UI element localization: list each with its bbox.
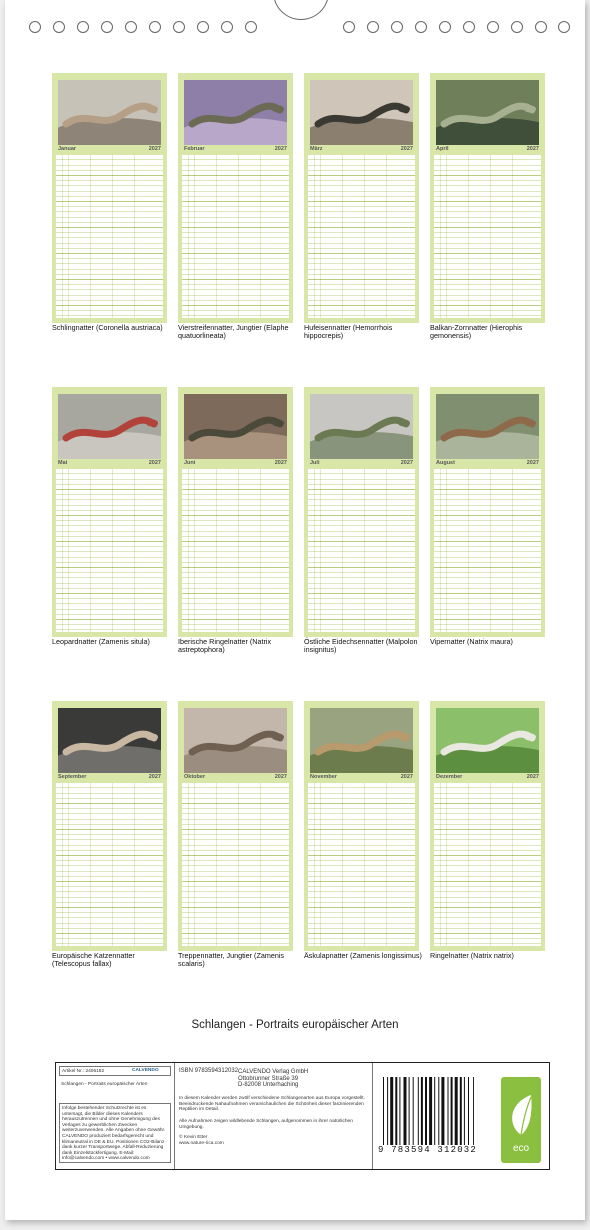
month-name: Juli [310,460,320,466]
isbn: ISBN 9783594312032 [179,1068,239,1074]
photo-caption: Balkan-Zornnatter (Hierophis gemonensis) [430,323,523,340]
day-grid [56,155,163,318]
month-3 [304,73,419,323]
month-header [56,146,163,154]
eco-label: eco [512,1143,530,1154]
month-name: Oktober [184,774,206,780]
calendar-title: Schlangen - Portraits europäischer Arten [191,1019,399,1031]
day-grid [182,469,289,632]
month-header [182,146,289,154]
binding-hole [125,21,137,33]
binding-hole [245,21,257,33]
legal-box [59,1103,171,1163]
binding-hole [101,21,113,33]
author: © Kevin Etter [179,1135,208,1140]
imprint-subtitle: Schlangen - Portraits europäischer Arten [61,1082,148,1087]
binding-hole [367,21,379,33]
calvendo-logo: CALVENDO [132,1068,159,1073]
binding-hole [487,21,499,33]
day-grid [434,469,541,632]
photo-caption: Vierstreifennatter, Jungtier (Elaphe quatuorlineata) [178,323,289,340]
photo-caption: Östliche Eidechsennatter (Malpolon insignitus) [304,637,418,654]
binding-hole [173,21,185,33]
month-name: Februar [184,146,205,152]
description-2: Alle Aufnahmen zeigen wildlebende Schlangen, aufgenommen in ihrer natürlichen Umgebung. [179,1119,353,1130]
month-1 [52,73,167,323]
month-year: 2027 [526,146,539,152]
photo-caption: Leopardnatter (Zamenis situla) [52,637,150,646]
binding-hole [558,21,570,33]
month-name: Januar [58,146,77,152]
snake-photo [310,394,413,459]
month-year: 2027 [148,460,161,466]
publisher-address: CALVENDO Verlag GmbH Ottobrunner Straße 39 D-82008 Unterhaching [238,1069,309,1088]
snake-photo [310,80,413,145]
month-header [434,460,541,468]
hanger-notch [273,0,329,20]
snake-photo [184,708,287,773]
barcode-icon [381,1077,474,1145]
photo-caption: Schlingnatter (Coronella austriaca) [52,323,163,332]
day-grid [182,783,289,946]
snake-photo [436,394,539,459]
snake-photo [58,80,161,145]
day-grid [434,155,541,318]
photo-caption: Treppennatter, Jungtier (Zamenis scalaris) [178,951,285,968]
binding-hole [53,21,65,33]
day-grid [56,783,163,946]
day-grid [308,155,415,318]
article-box [59,1066,171,1076]
snake-photo [310,708,413,773]
month-name: März [310,146,323,152]
binding-hole [29,21,41,33]
barcode-number: 9 783594 312032 [378,1145,478,1155]
snake-photo [436,80,539,145]
photo-caption: Europäische Katzennatter (Telescopus fallax) [52,951,135,968]
calendar-page [5,0,585,1220]
binding-hole [535,21,547,33]
photo-caption: Vipernatter (Natrix maura) [430,637,513,646]
month-year: 2027 [274,460,287,466]
month-header [308,460,415,468]
binding-hole [415,21,427,33]
month-6 [178,387,293,637]
binding-hole [391,21,403,33]
month-4 [430,73,545,323]
month-year: 2027 [274,146,287,152]
eco-badge [501,1077,541,1163]
month-year: 2027 [400,460,413,466]
month-year: 2027 [274,774,287,780]
month-name: Mai [58,460,68,466]
legal-text: Infolge bestehender Schutzrechte ist es untersagt, die Bilder dieses Kalenders herauszutrennen und ohne Genehmigung des Verlages zu gewerblichen Zwecken weiterzuverwenden. Alle Angaben ohne Gewähr. CALVENDO produziert bedarfsgerecht und klimaneutral in DE & EU. Positionen CO2-Bilanz dank kurzer Transportwege. Abfall-Reduzierung dank Einzelstückfertigung. E-Mail: info@calvendo.com • www.calvendo.com [62,1106,166,1162]
photo-caption: Äskulapnatter (Zamenis longissimus) [304,951,422,960]
snake-photo [58,708,161,773]
binding-hole [221,21,233,33]
binding-hole [149,21,161,33]
month-name: August [436,460,455,466]
snake-photo [184,80,287,145]
binding-hole [463,21,475,33]
month-12 [430,701,545,951]
month-name: April [436,146,449,152]
month-year: 2027 [400,774,413,780]
month-8 [430,387,545,637]
article-number: Artikel Nr.: 2406182 [62,1069,105,1074]
day-grid [182,155,289,318]
day-grid [308,469,415,632]
month-name: September [58,774,87,780]
month-name: November [310,774,337,780]
day-grid [308,783,415,946]
month-9 [52,701,167,951]
photo-caption: Ringelnatter (Natrix natrix) [430,951,514,960]
binding-hole [511,21,523,33]
binding-hole [343,21,355,33]
photo-caption: Iberische Ringelnatter (Natrix astreptophora) [178,637,272,654]
description: In diesem Kalender werden zwölf verschiedene Schlangenarten aus Europa vorgestellt. Beeindruckende Nahaufnahmen veranschaulichen die Schönheit dieser faszinierenden Reptilien im Detail. [179,1096,365,1113]
day-grid [56,469,163,632]
binding-hole [439,21,451,33]
month-header [308,774,415,782]
month-header [308,146,415,154]
month-7 [304,387,419,637]
month-10 [178,701,293,951]
month-year: 2027 [148,774,161,780]
month-11 [304,701,419,951]
month-2 [178,73,293,323]
snake-photo [184,394,287,459]
month-header [56,774,163,782]
month-year: 2027 [400,146,413,152]
month-name: Juni [184,460,196,466]
binding-hole [77,21,89,33]
website: www.nature-rica.com [179,1141,224,1146]
snake-photo [58,394,161,459]
month-name: Dezember [436,774,463,780]
month-year: 2027 [148,146,161,152]
month-header [434,774,541,782]
imprint-box [55,1062,550,1170]
month-header [182,460,289,468]
month-header [434,146,541,154]
month-5 [52,387,167,637]
month-year: 2027 [526,774,539,780]
month-header [182,774,289,782]
snake-photo [436,708,539,773]
day-grid [434,783,541,946]
binding-hole [197,21,209,33]
month-year: 2027 [526,460,539,466]
photo-caption: Hufeisennatter (Hemorrhois hippocrepis) [304,323,393,340]
month-header [56,460,163,468]
